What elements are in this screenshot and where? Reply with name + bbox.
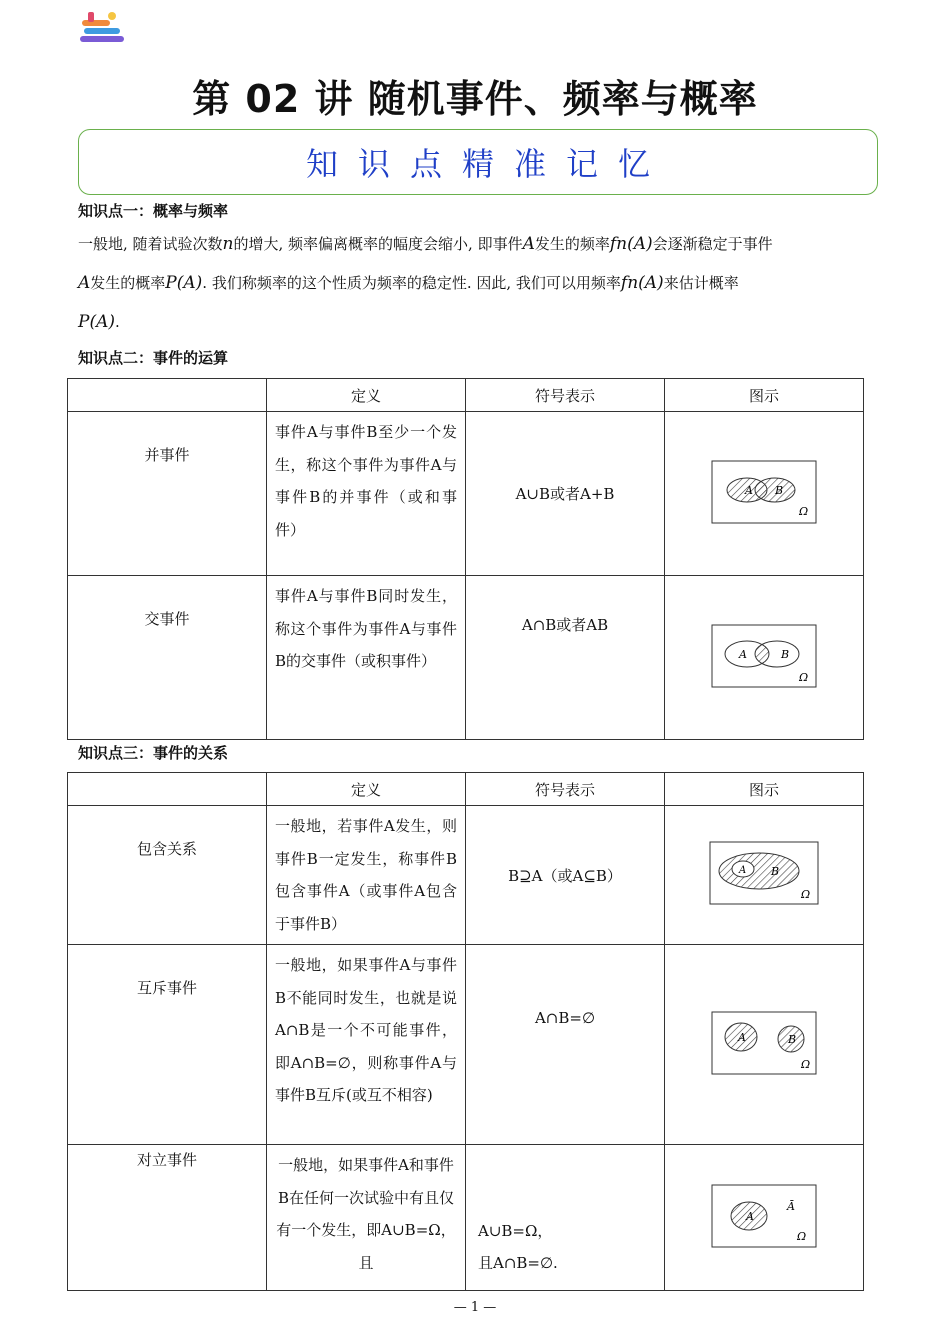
diagram-label-omega: Ω bbox=[799, 504, 809, 518]
text: 发生的频率 bbox=[534, 235, 610, 253]
row-symbol: B⊇A（或A⊆B） bbox=[466, 806, 665, 945]
diagram-label-omega: Ω bbox=[801, 1057, 811, 1071]
diagram-label-a-bar: Ā bbox=[787, 1199, 795, 1213]
section3-heading: 知识点三：事件的关系 bbox=[78, 744, 229, 762]
symbol-line: 且A∩B=∅. bbox=[478, 1254, 558, 1272]
math-PA: P(A) bbox=[78, 312, 115, 332]
text: 发生的概率 bbox=[90, 274, 166, 292]
table-header: 符号表示 bbox=[466, 773, 665, 806]
table-header: 定义 bbox=[267, 379, 466, 412]
table-row bbox=[68, 806, 864, 945]
table-header: 定义 bbox=[267, 773, 466, 806]
row-definition: 一般地，如果事件A和事件B在任何一次试验中有且仅有一个发生，即A∪B=Ω，且 bbox=[267, 1145, 466, 1291]
table-row bbox=[68, 412, 864, 576]
banner-text: 知识点精准记忆 bbox=[305, 145, 670, 183]
row-name: 互斥事件 bbox=[68, 945, 267, 1145]
table-header bbox=[68, 773, 267, 806]
diagram-label-b: B bbox=[771, 865, 780, 878]
table-row bbox=[68, 576, 864, 740]
row-name: 交事件 bbox=[68, 576, 267, 740]
union-diagram bbox=[665, 412, 864, 576]
row-name: 并事件 bbox=[68, 412, 267, 576]
diagram-label-omega: Ω bbox=[801, 888, 811, 901]
section1-paragraph bbox=[78, 225, 878, 342]
page-number: — 1 — bbox=[453, 1300, 497, 1315]
table-header: 图示 bbox=[665, 773, 864, 806]
symbol-line: A∪B=Ω， bbox=[478, 1222, 553, 1240]
math-A: A bbox=[78, 273, 91, 293]
math-A: A bbox=[522, 234, 535, 254]
diagram-label-a: A bbox=[746, 1209, 754, 1223]
diagram-label-omega: Ω bbox=[799, 670, 809, 684]
math-fnA: fn(A) bbox=[620, 273, 664, 293]
table-header: 符号表示 bbox=[466, 379, 665, 412]
complementary-diagram bbox=[665, 1145, 864, 1291]
text: 一般地, 随着试验次数 bbox=[78, 235, 223, 253]
table-row bbox=[68, 1145, 864, 1291]
diagram-label-a: A bbox=[739, 647, 747, 661]
mutually-exclusive-diagram bbox=[665, 945, 864, 1145]
row-definition: 事件A与事件B至少一个发生，称这个事件为事件A与事件B的并事件（或和事件） bbox=[267, 412, 466, 576]
table-header bbox=[68, 379, 267, 412]
row-definition: 一般地，若事件A发生，则事件B一定发生，称事件B包含事件A（或事件A包含于事件B） bbox=[267, 806, 466, 945]
text: 的增大, 频率偏离概率的幅度会缩小, 即事件 bbox=[233, 235, 523, 253]
row-symbol: A∪B或者A+B bbox=[466, 412, 665, 576]
row-definition: 一般地，如果事件A与事件B不能同时发生，也就是说A∩B是一个不可能事件，即A∩B=∅，则称事件A与事件B互斥(或互不相容) bbox=[267, 945, 466, 1145]
diagram-label-a: A bbox=[739, 865, 747, 876]
logo-icon bbox=[78, 8, 128, 50]
table-row bbox=[68, 945, 864, 1145]
diagram-label-b: B bbox=[781, 647, 790, 661]
operations-table bbox=[67, 378, 864, 740]
page-title: 第 02 讲 随机事件、频率与概率 bbox=[192, 77, 758, 121]
text: 会逐渐稳定于事件 bbox=[652, 235, 773, 253]
section1-heading: 知识点一：概率与频率 bbox=[78, 202, 229, 220]
section-banner bbox=[78, 129, 878, 195]
diagram-label-omega: Ω bbox=[797, 1229, 807, 1243]
row-name: 对立事件 bbox=[68, 1145, 267, 1291]
intersection-diagram bbox=[665, 576, 864, 740]
row-symbol: A∩B=∅ bbox=[466, 945, 665, 1145]
math-fnA: fn(A) bbox=[609, 234, 653, 254]
diagram-label-a: A bbox=[745, 483, 753, 497]
inclusion-diagram bbox=[665, 806, 864, 945]
row-symbol: A∩B或者AB bbox=[466, 576, 665, 740]
diagram-label-b: B bbox=[775, 483, 784, 497]
text: . 我们称频率的这个性质为频率的稳定性. 因此, 我们可以用频率 bbox=[202, 274, 621, 292]
row-name: 包含关系 bbox=[68, 806, 267, 945]
section2-heading: 知识点二：事件的运算 bbox=[78, 349, 229, 367]
row-symbol bbox=[466, 1145, 665, 1291]
row-definition: 事件A与事件B同时发生，称这个事件为事件A与事件B的交事件（或积事件） bbox=[267, 576, 466, 740]
math-n: n bbox=[222, 234, 234, 254]
diagram-label-a: A bbox=[738, 1030, 746, 1044]
text: . bbox=[114, 313, 120, 331]
math-PA: P(A) bbox=[165, 273, 203, 293]
table-header: 图示 bbox=[665, 379, 864, 412]
text: 来估计概率 bbox=[663, 274, 739, 292]
relations-table bbox=[67, 772, 864, 1291]
diagram-label-b: B bbox=[788, 1032, 797, 1046]
